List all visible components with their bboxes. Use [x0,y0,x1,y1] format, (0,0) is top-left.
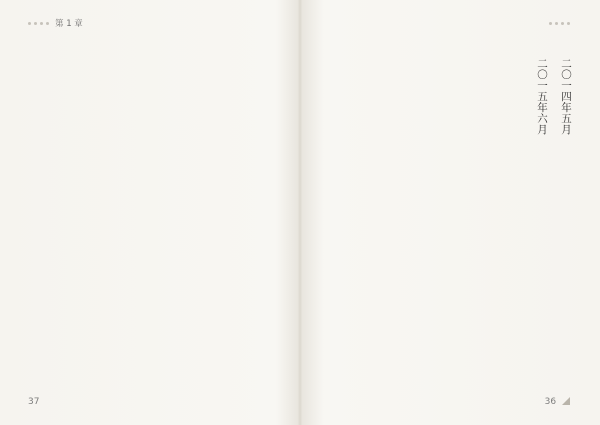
right-page [300,0,600,425]
page-number-label: 37 [28,397,40,407]
left-running-header [28,16,89,30]
left-body-text [28,58,276,378]
text-column: 二〇一四年五月 [560,58,572,135]
dot-ornament-icon [28,22,49,25]
text-column: 二〇一五年六月 [536,58,548,135]
right-page-number [545,397,570,407]
page-corner-icon [562,397,570,405]
page-number-label: 36 [544,397,557,407]
left-page-number [28,397,39,407]
chapter-label: 第 1 章 [55,19,83,29]
dot-ornament-icon [549,22,570,25]
right-body-text [322,58,574,378]
right-running-header [543,16,570,30]
